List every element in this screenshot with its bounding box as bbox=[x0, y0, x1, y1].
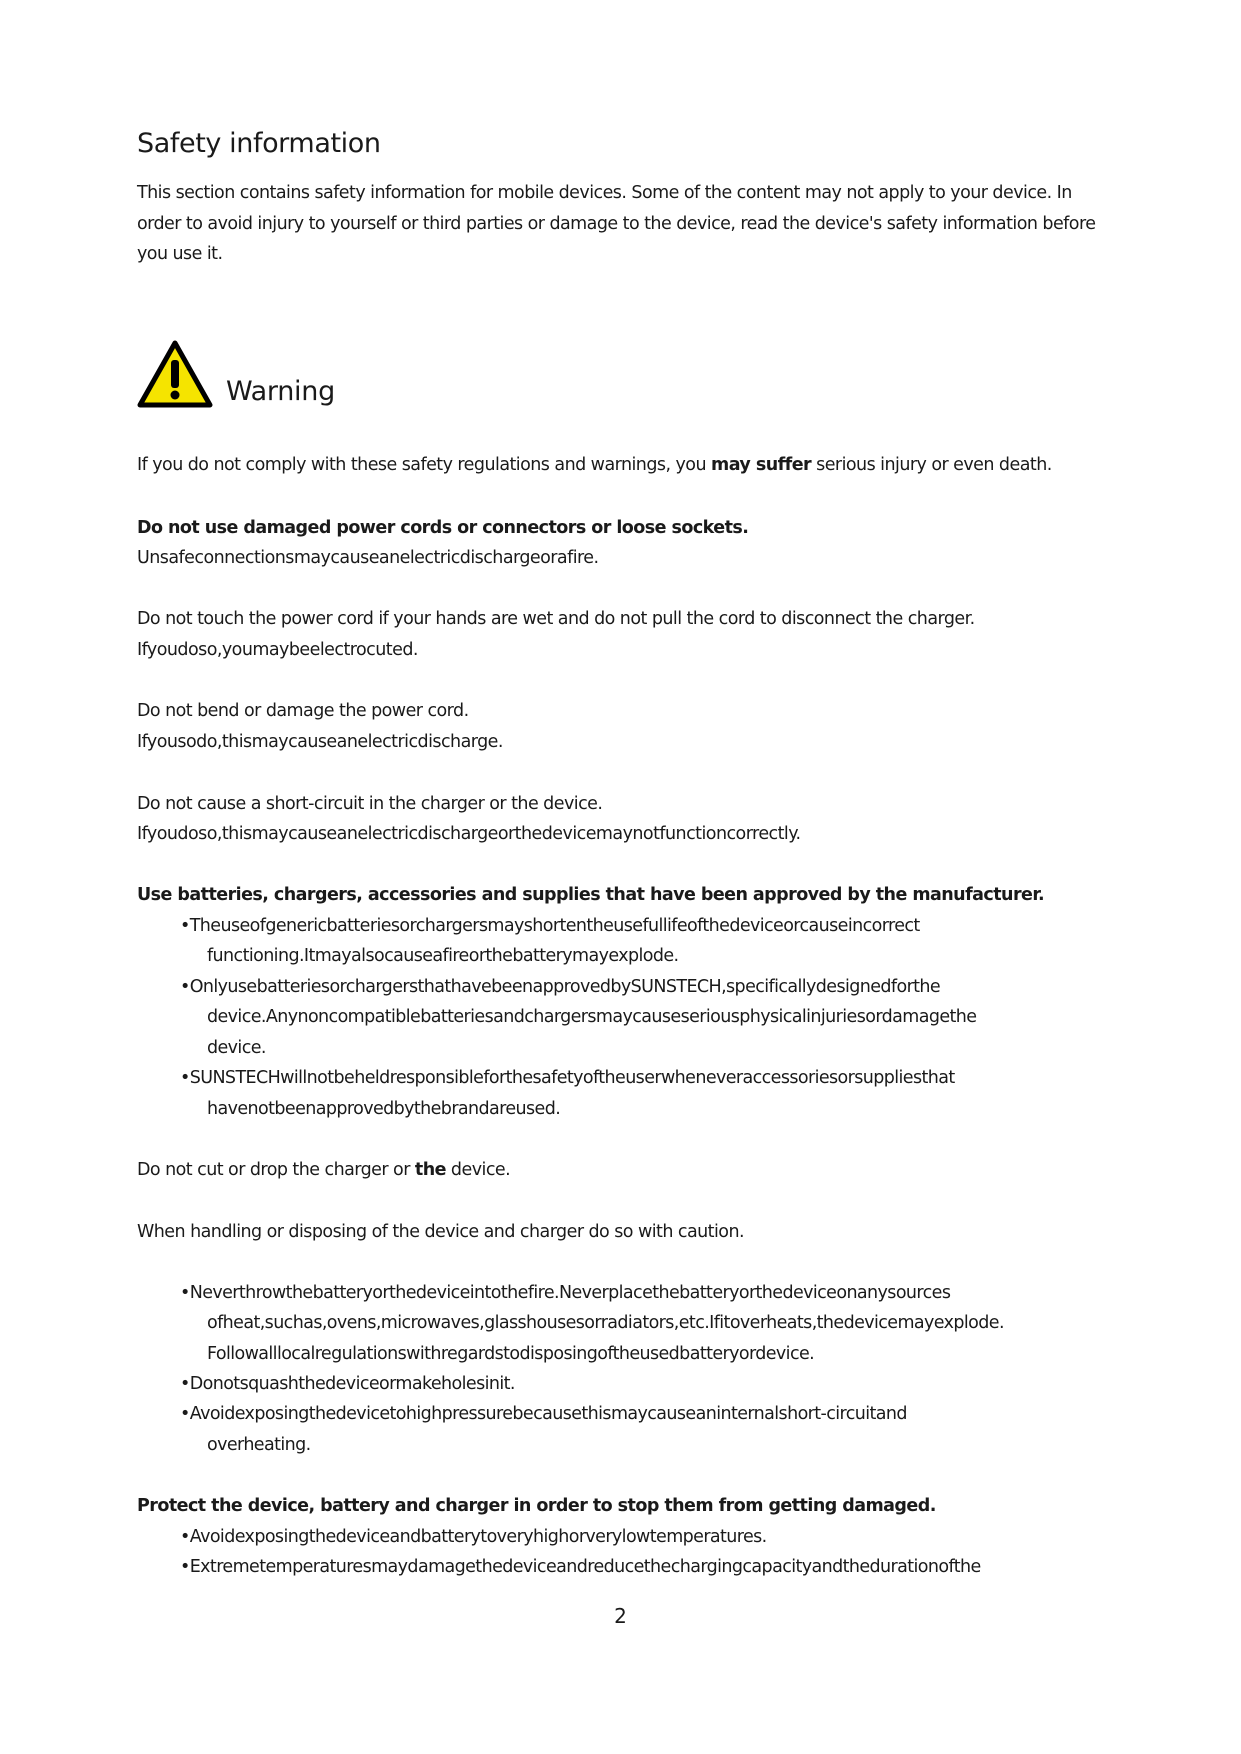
warning-text-after: serious injury or even death. bbox=[811, 455, 1052, 475]
list-item: •Theuseofgenericbatteriesorchargersmayshortentheusefullifeofthedeviceorcauseincorrect bbox=[180, 916, 920, 936]
section-heading: Do not bend or damage the power cord. bbox=[137, 701, 469, 721]
list-item: •Donotsquashthedeviceormakeholesinit. bbox=[180, 1374, 515, 1394]
drop-bold: the bbox=[414, 1160, 446, 1180]
list-item: •Avoidexposingthedeviceandbatterytoveryhighorverylowtemperatures. bbox=[180, 1527, 767, 1547]
section-body: Ifyousodo,thismaycauseanelectricdischarge. bbox=[137, 732, 503, 752]
list-item-continuation: functioning.Itmayalsocauseafireorthebatterymayexplode. bbox=[207, 946, 679, 966]
list-item-continuation: device.Anynoncompatiblebatteriesandchargersmaycauseseriousphysicalinjuriesordamagethe bbox=[207, 1007, 977, 1027]
warning-text bbox=[137, 455, 1052, 475]
section-heading: Use batteries, chargers, accessories and supplies that have been approved by the manufacturer. bbox=[137, 885, 1045, 905]
list-item: •SUNSTECHwillnotbeheldresponsibleforthesafetyoftheuserwheneveraccessoriesorsuppliesthat bbox=[180, 1068, 955, 1088]
page-title: Safety information bbox=[137, 128, 381, 159]
intro-paragraph: This section contains safety information for mobile devices. Some of the content may not apply to your device. In order to avoid injury to yourself or third parties or damage to the device, read the device's safety information before you use it. bbox=[137, 183, 1096, 264]
section-body: Ifyoudoso,youmaybeelectrocuted. bbox=[137, 640, 418, 660]
section-heading: Do not cause a short-circuit in the charger or the device. bbox=[137, 794, 603, 814]
list-item-continuation: Followalllocalregulationswithregardstodisposingoftheusedbatteryordevice. bbox=[207, 1344, 815, 1364]
section-body: Unsafeconnectionsmaycauseanelectricdischargeorafire. bbox=[137, 548, 599, 568]
warning-text-bold: may suffer bbox=[711, 455, 812, 475]
section-body: Ifyoudoso,thismaycauseanelectricdischargeorthedevicemaynotfunctioncorrectly. bbox=[137, 824, 801, 844]
drop-before: Do not cut or drop the charger or bbox=[137, 1160, 415, 1180]
section-heading: Do not use damaged power cords or connectors or loose sockets. bbox=[137, 518, 749, 538]
list-item-continuation: ofheat,suchas,ovens,microwaves,glasshousesorradiators,etc.Ifitoverheats,thedevicemayexplode. bbox=[207, 1313, 1004, 1333]
warning-text-before: If you do not comply with these safety regulations and warnings, you bbox=[137, 455, 712, 475]
drop-after: device. bbox=[445, 1160, 511, 1180]
list-item-continuation: overheating. bbox=[207, 1435, 311, 1455]
list-item-continuation: device. bbox=[207, 1038, 266, 1058]
list-item: •Avoidexposingthedevicetohighpressurebecausethismaycauseaninternalshort-circuitand bbox=[180, 1404, 907, 1424]
section-heading: Protect the device, battery and charger in order to stop them from getting damaged. bbox=[137, 1496, 936, 1516]
warning-title: Warning bbox=[226, 376, 335, 407]
section-heading: Do not touch the power cord if your hands are wet and do not pull the cord to disconnect the charger. bbox=[137, 609, 975, 629]
section-heading: When handling or disposing of the device and charger do so with caution. bbox=[137, 1222, 745, 1242]
list-item: •OnlyusebatteriesorchargersthathavebeenapprovedbySUNSTECH,specificallydesignedforthe bbox=[180, 977, 941, 997]
page-number: 2 bbox=[614, 1604, 627, 1628]
warning-triangle-icon bbox=[137, 340, 213, 408]
section-heading bbox=[137, 1160, 510, 1180]
list-item: •Extremetemperaturesmaydamagethedeviceandreducethechargingcapacityandthedurationofthe bbox=[180, 1557, 981, 1577]
list-item-continuation: havenotbeenapprovedbythebrandareused. bbox=[207, 1099, 561, 1119]
list-item: •Neverthrowthebatteryorthedeviceintothefire.Neverplacethebatteryorthedeviceonanysources bbox=[180, 1283, 951, 1303]
